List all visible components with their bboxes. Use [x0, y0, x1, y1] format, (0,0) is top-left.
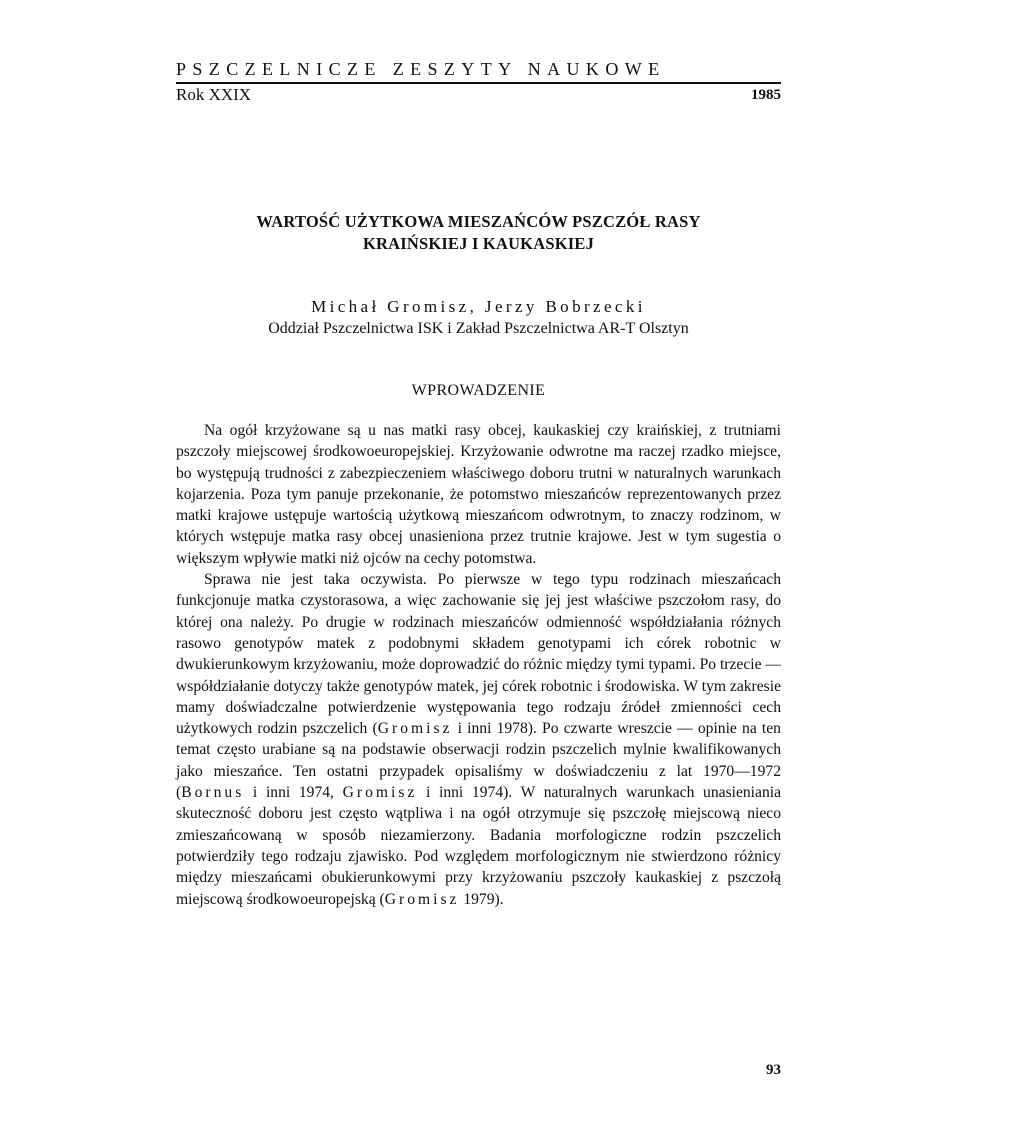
- paragraph-2: [176, 569, 781, 910]
- affiliation: Oddział Pszczelnictwa ISK i Zakład Pszczelnictwa AR-T Olsztyn: [268, 320, 689, 337]
- section-heading: WPROWADZENIE: [411, 382, 546, 399]
- citation-author: Bornus: [181, 784, 245, 802]
- authors: Michał Gromisz, Jerzy Bobrzecki: [311, 297, 646, 316]
- citation-author: Gromisz: [384, 890, 460, 908]
- paragraph-2-text-e: 1979).: [459, 890, 504, 908]
- body-text: [176, 420, 781, 910]
- paragraph-1: Na ogół krzyżowane są u nas matki rasy obcej, kaukaskiej czy kraińskiej, z trutniami pszczoły miejscowej środkowoeuropejskiej. Krzyżowanie odwrotne ma raczej rzadko miejsce, bo występują trudności z zabezpieczeniem właściwego doboru trutni w naturalnych warunkach kojarzenia. Poza tym panuje przekonanie, że potomstwo mieszańców reprezentowanych przez matki krajowe ustępuje wartością użytkową mieszańcom odwrotnym, to znaczy rodzinom, w których wstępuje matka rasy obcej unasieniona przez trutnie krajowe. Jest w tym sugestia o większym wpływie matki niż ojców na cechy potomstwa.: [176, 422, 781, 567]
- paragraph-2-text-b: i inni 1978). Po czwarte wreszcie — opinie na ten temat często urabiane są na podstawie obserwacji rodzin pszczelich mylnie kwalifikowanych jako mieszańce. Ten ostatni przypadek opisaliśmy w doświadczeniu z lat 1970—1972 (: [176, 720, 781, 802]
- paragraph-2-text-a: Sprawa nie jest taka oczywista. Po pierwsze w tego typu rodzinach mieszańcach funkcjonuje matka czystorasowa, a więc zachowanie się jej jest właściwe pszczołom rasy, do której ona należy. Po drugie w rodzinach mieszańców odmienność współdziałania różnych rasowo genotypów matek z podobnymi składem genotypami ich córek robotnic w dwukierunkowym krzyżowaniu, może doprowadzić do różnic między tymi typami. Po trzecie — współdziałanie dotyczy także genotypów matek, jej córek robotnic i środowiska. W tym zakresie mamy doświadczalne potwierdzenie występowania tego rodzaju źródeł zmienności cech użytkowych rodzin pszczelich (: [176, 571, 781, 738]
- article-title-line-1: WARTOŚĆ UŻYTKOWA MIESZAŃCÓW PSZCZÓŁ RASY: [256, 212, 701, 231]
- paragraph-2-text-d: i inni 1974). W naturalnych warunkach unasieniania skuteczność doboru jest często wątpliwa i na ogół otrzymuje się pszczołę miejscową nieco zmieszańcowaną w sposób niezamierzony. Badania morfologiczne rodzin pszczelich potwierdziły tego rodzaju zjawisko. Pod względem morfologicznym nie stwierdzono różnicy między mieszańcami obukierunkowymi przy krzyżowaniu pszczoły kaukaskiej z pszczołą miejscową środkowoeuropejską (: [176, 784, 781, 908]
- paragraph-2-text-c: i inni 1974,: [244, 784, 343, 802]
- year-label: 1985: [751, 87, 781, 103]
- header-row: [176, 85, 781, 105]
- page-number: 93: [766, 1062, 781, 1078]
- volume-label: Rok XXIX: [176, 85, 252, 104]
- citation-author: Gromisz: [342, 784, 418, 802]
- header-rule: [176, 82, 781, 84]
- article-title-line-2: KRAIŃSKIEJ I KAUKASKIEJ: [362, 234, 595, 253]
- article-title: [176, 211, 781, 255]
- journal-title: PSZCZELNICZE ZESZYTY NAUKOWE: [176, 59, 666, 79]
- citation-author: Gromisz: [377, 720, 453, 738]
- journal-header: [176, 58, 781, 105]
